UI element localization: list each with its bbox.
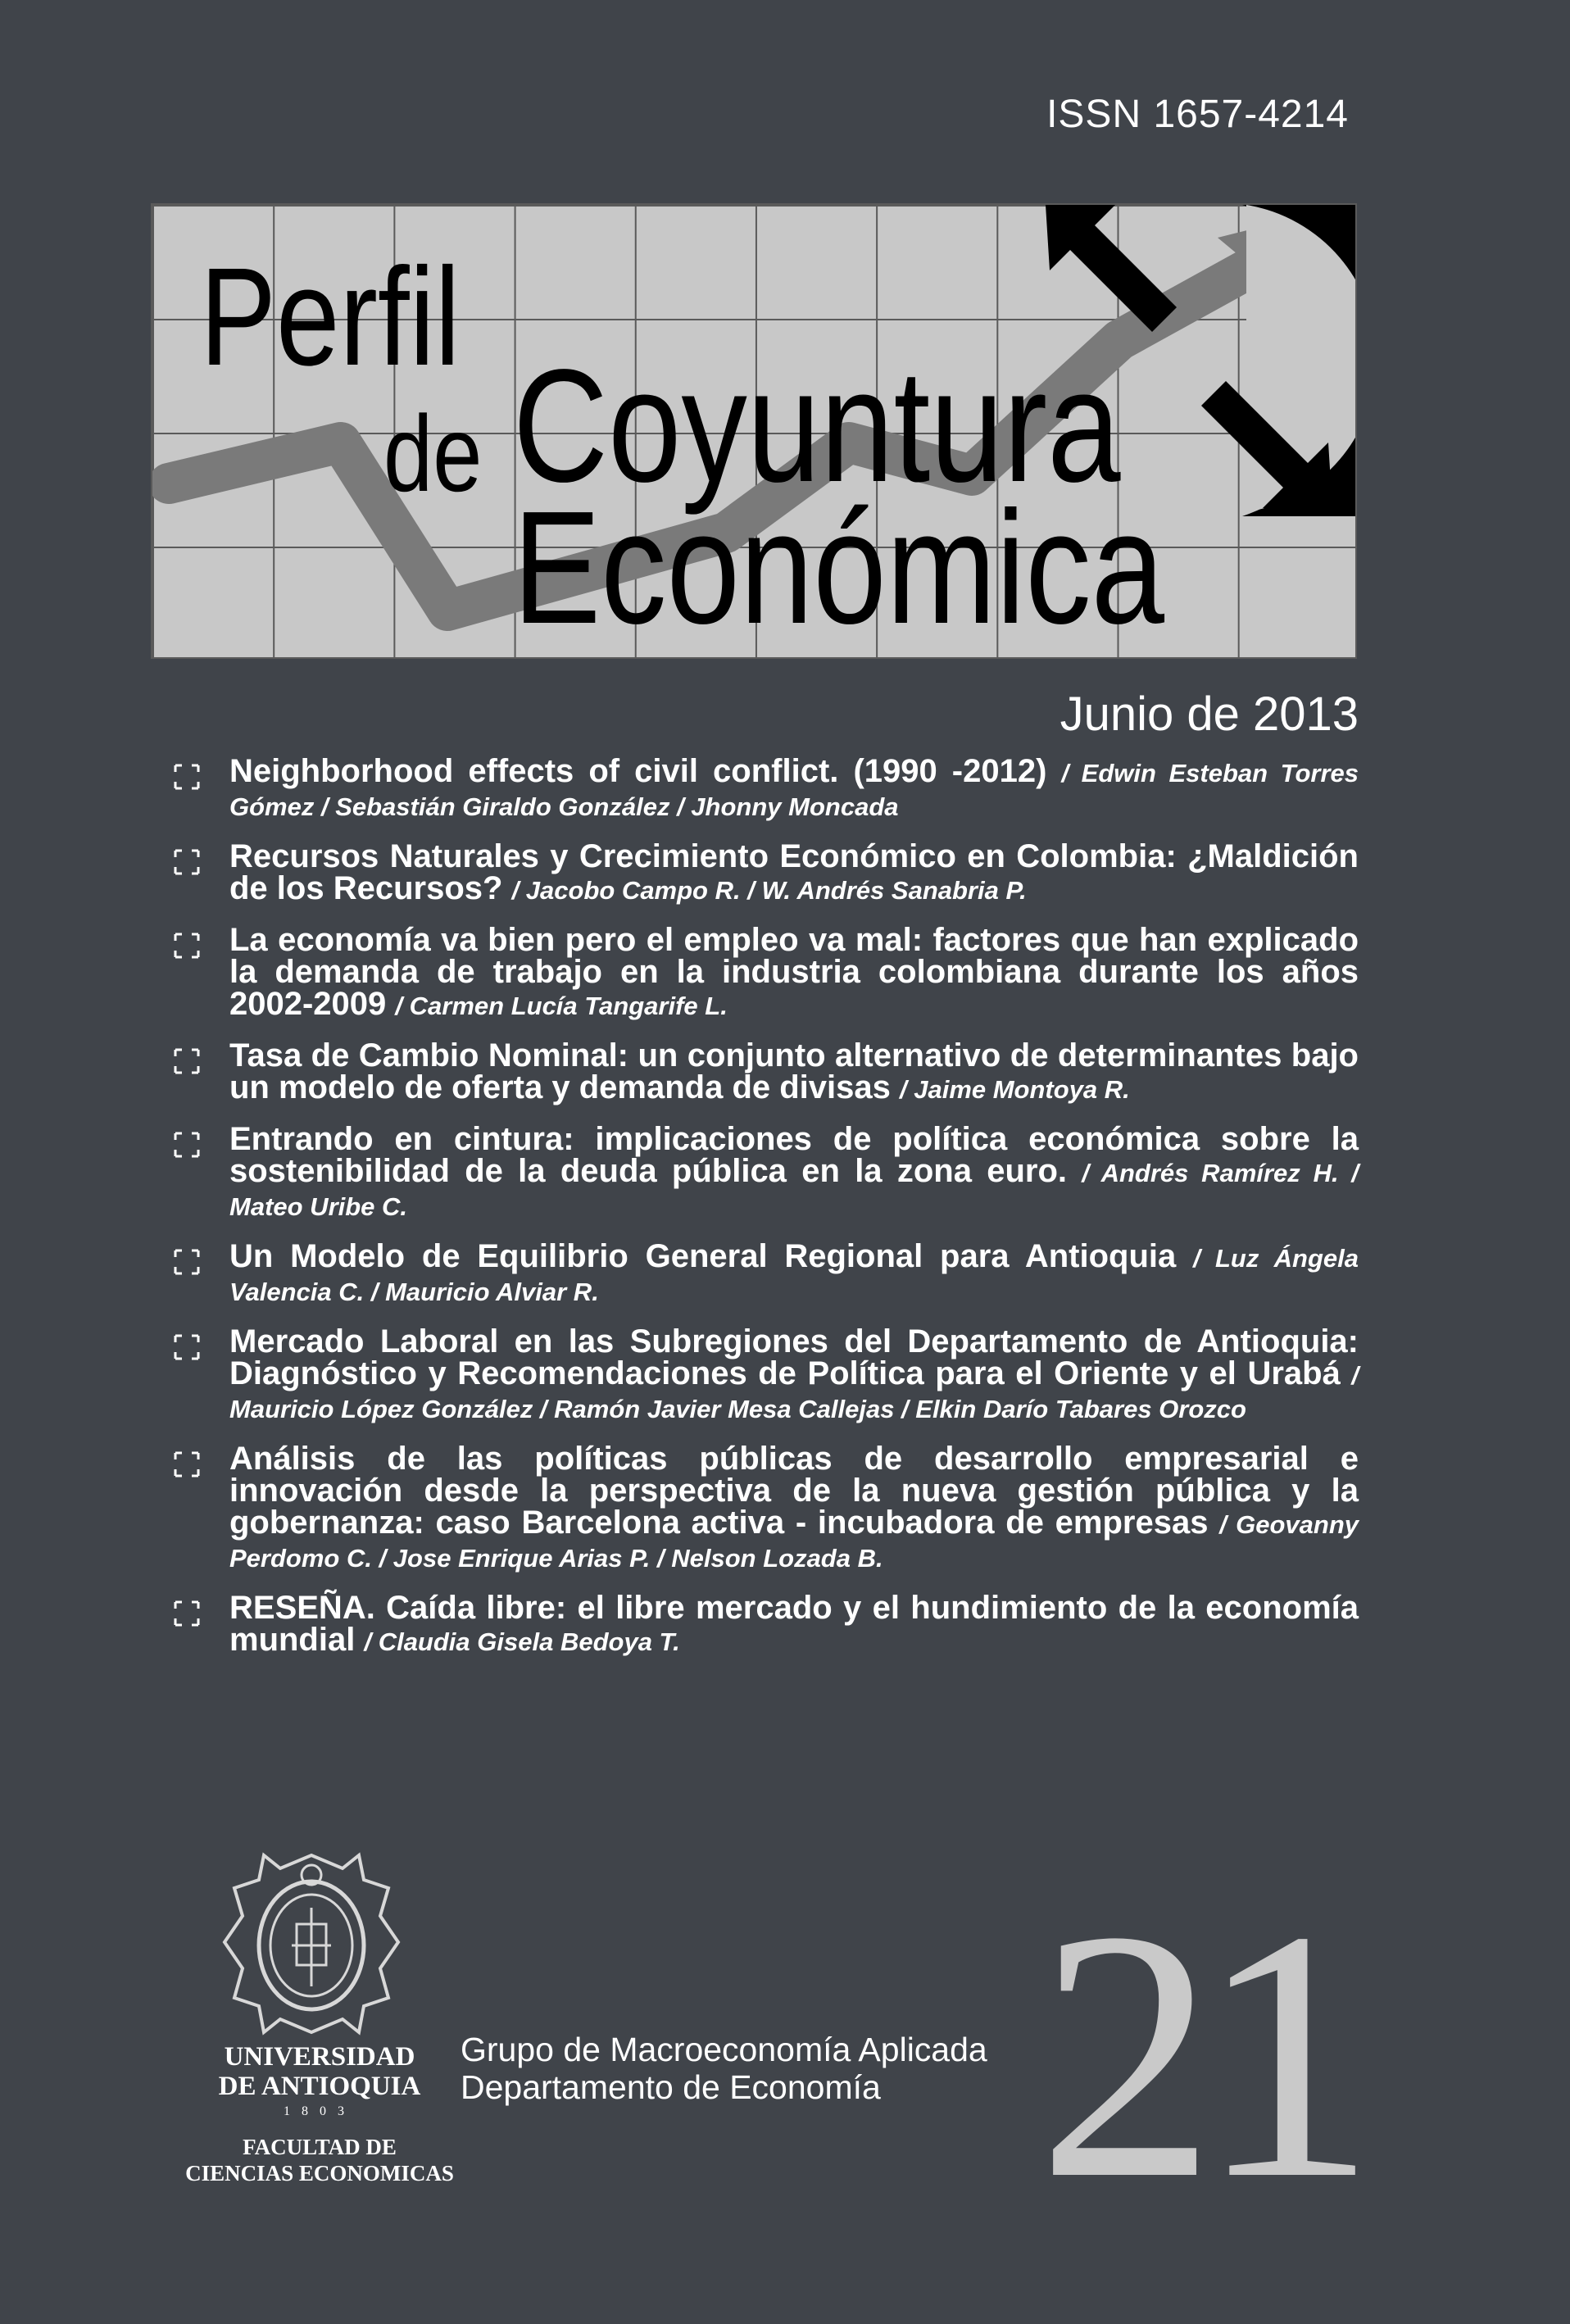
department-name: Departamento de Economía [461,2068,881,2106]
article-item [169,1323,1359,1425]
corner-bullet-icon [174,1334,200,1360]
corner-bullet-icon [174,849,200,875]
university-name-line2: DE ANTIOQUIA [218,2072,421,2101]
article-title: La economía va bien pero el empleo va mal: factores que han explicado la demanda de trabajo en la industria colombiana durante los años 2002-2009 [229,922,1359,1022]
corner-bullet-icon [174,1048,200,1074]
title-perfil: Perfil [200,239,461,395]
arrow-up-left-icon [1046,205,1177,332]
university-name-line1: UNIVERSIDAD [224,2042,415,2072]
article-authors: / Mauricio López González / Ramón Javier Mesa Callejas / Elkin Darío Tabares Orozco [229,1361,1359,1423]
faculty-name [139,2134,500,2186]
article-title: Un Modelo de Equilibrio General Regional para Antioquia [229,1238,1177,1274]
article-title: Neighborhood effects of civil conflict. (1990 -2012) [229,753,1047,789]
article-title: Recursos Naturales y Crecimiento Económico en Colombia: ¿Maldición de los Recursos? [229,838,1359,906]
corner-bullet-icon [174,933,200,959]
article-item [169,1443,1359,1574]
corner-bullet-icon [174,1132,200,1158]
title-de: de [383,393,483,514]
article-title: RESEÑA. Caída libre: el libre mercado y el hundimiento de la economía mundial [229,1590,1359,1658]
article-authors: / Carmen Lucía Tangarife L. [395,992,728,1020]
article-authors: / Jaime Montoya R. [900,1075,1130,1104]
issue-number: 21 [1037,1857,1359,2253]
article-authors: / Jacobo Campo R. / W. Andrés Sanabria P. [511,876,1027,905]
title-coyuntura: Coyuntura [513,336,1121,515]
article-title: Entrando en cintura: implicaciones de política económica sobre la sostenibilidad de la deuda pública en la zona euro. [229,1121,1359,1189]
title-economica: Económica [513,478,1165,657]
article-authors: / Geovanny Perdomo C. / Jose Enrique Arias P. / Nelson Lozada B. [229,1510,1359,1573]
group-name: Grupo de Macroeconomía Aplicada [461,2031,987,2068]
article-item [169,1037,1359,1105]
university-seal-icon [220,1850,403,2037]
title-banner [151,203,1357,659]
article-item [169,1592,1359,1658]
article-item [169,838,1359,906]
article-item [169,1123,1359,1223]
article-title: Mercado Laboral en las Subregiones del Departamento de Antioquia: Diagnóstico y Recomendaciones de Política para el Oriente y el Urabá [229,1323,1359,1391]
university-year: 1803 [284,2104,356,2118]
corner-bullet-icon [174,1600,200,1627]
faculty-line2: CIENCIAS ECONOMICAS [185,2161,454,2186]
issue-date: Junio de 2013 [1060,688,1359,741]
article-title: Análisis de las políticas públicas de desarrollo empresarial e innovación desde la perspectiva de la nueva gestión pública y la gobernanza: caso Barcelona activa - incubadora de empresas [229,1441,1359,1541]
corner-bullet-icon [174,1451,200,1477]
article-authors: / Luz Ángela Valencia C. / Mauricio Alviar R. [229,1244,1359,1306]
article-list [169,753,1359,1676]
article-item [169,924,1359,1022]
article-item [169,1238,1359,1308]
article-authors: / Andrés Ramírez H. / Mateo Uribe C. [229,1159,1359,1221]
faculty-line1: FACULTAD DE [243,2135,397,2159]
corner-bullet-icon [174,764,200,790]
issn-label: ISSN 1657-4214 [1046,93,1349,136]
article-authors: / Edwin Esteban Torres Gómez / Sebastián Giraldo González / Jhonny Moncada [229,759,1359,821]
corner-bullet-icon [174,1249,200,1275]
university-name [162,2042,477,2101]
article-title: Tasa de Cambio Nominal: un conjunto alternativo de determinantes bajo un modelo de oferta y demanda de divisas [229,1037,1359,1105]
article-authors: / Claudia Gisela Bedoya T. [364,1627,680,1656]
article-item [169,753,1359,823]
